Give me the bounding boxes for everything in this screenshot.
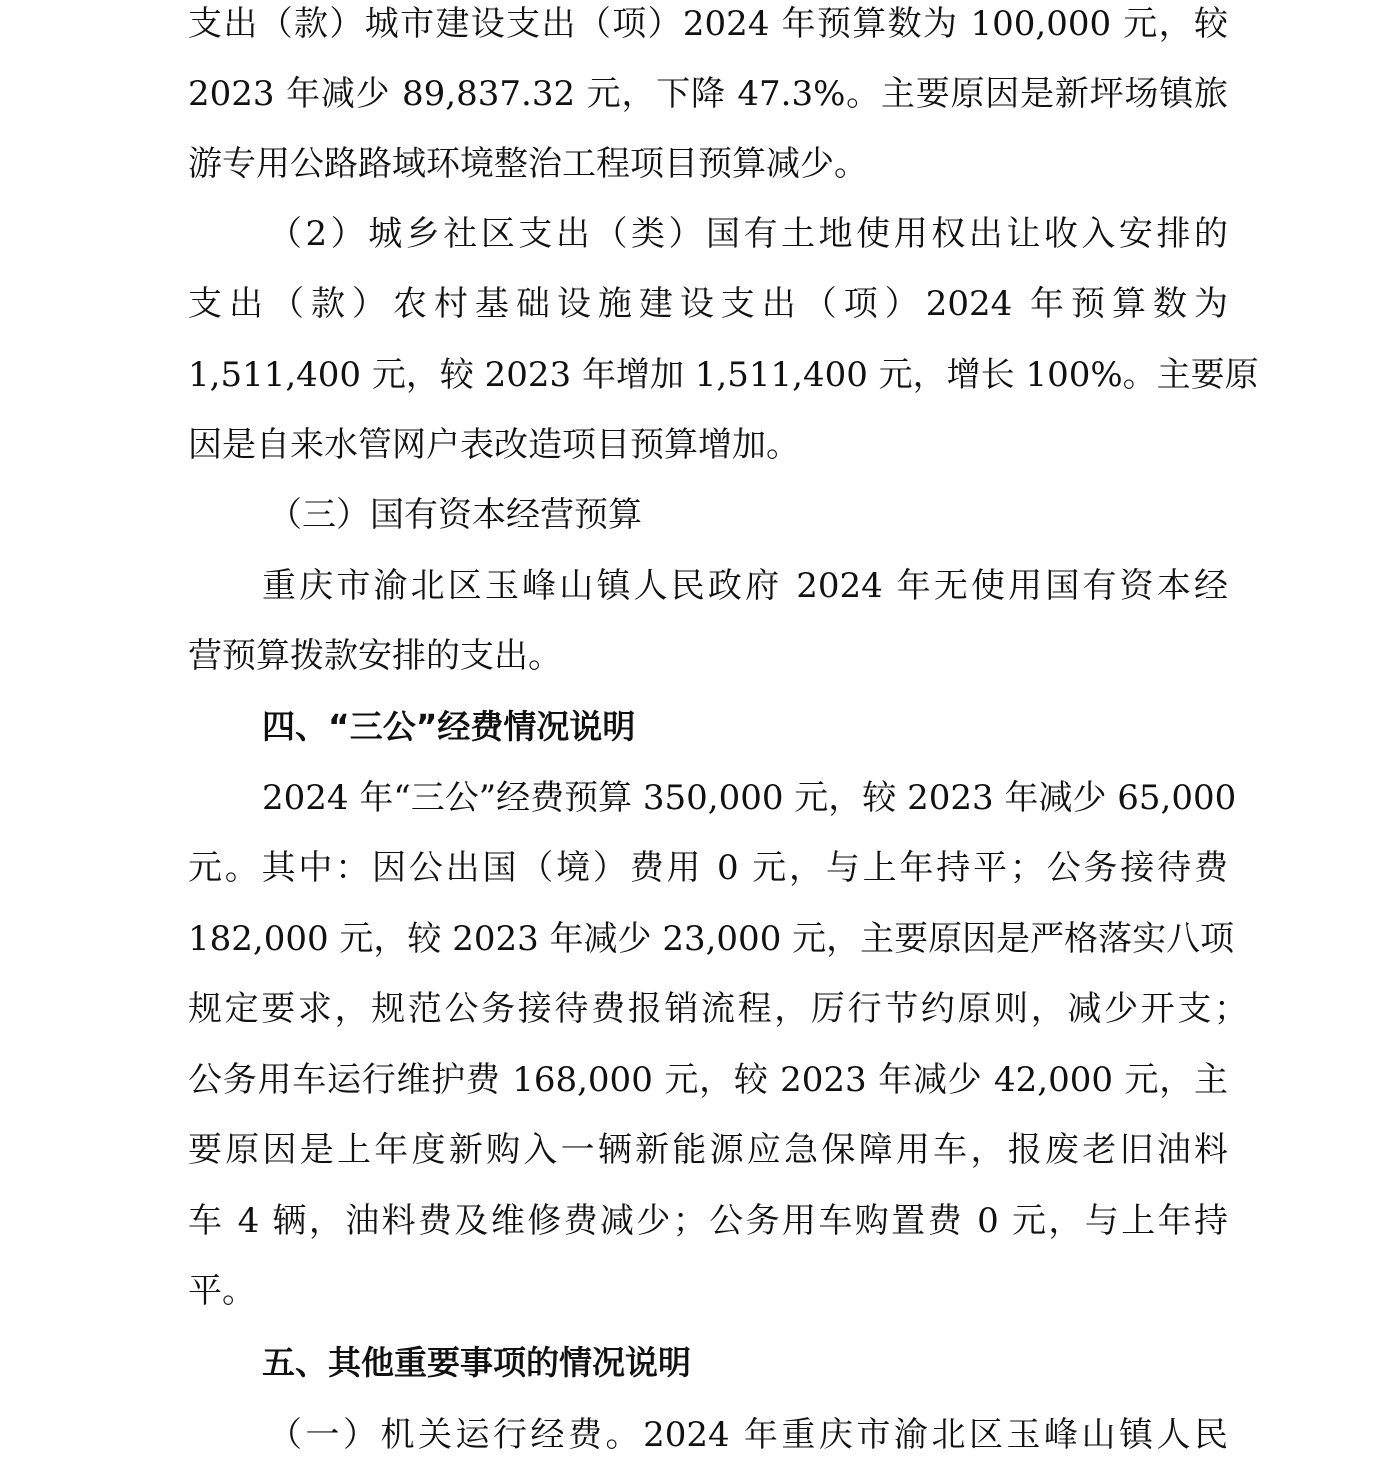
text-line-17: 要原因是上年度新购入一辆新能源应急保障用车，报废老旧油料 — [188, 1130, 1228, 1170]
text-line-21: （一）机关运行经费。2024 年重庆市渝北区玉峰山镇人民 — [268, 1415, 1228, 1455]
text-line-15: 规定要求，规范公务接待费报销流程，厉行节约原则，减少开支； — [188, 989, 1248, 1029]
text-line-18: 车 4 辆，油料费及维修费减少；公务用车购置费 0 元，与上年持 — [188, 1201, 1228, 1241]
text-line-6: 1,511,400 元，较 2023 年增加 1,511,400 元，增长 100%。主要原 — [188, 355, 1259, 395]
text-line-14: 182,000 元，较 2023 年减少 23,000 元，主要原因是严格落实八项 — [188, 919, 1235, 959]
text-line-13: 元。其中：因公出国（境）费用 0 元，与上年持平；公务接待费 — [188, 848, 1228, 888]
text-line-1: 支出（款）城市建设支出（项）2024 年预算数为 100,000 元，较 — [188, 4, 1228, 44]
text-line-2: 2023 年减少 89,837.32 元，下降 47.3%。主要原因是新坪场镇旅 — [188, 74, 1228, 114]
section-heading-three-public: 四、“三公”经费情况说明 — [262, 707, 636, 746]
text-line-19: 平。 — [188, 1271, 256, 1311]
text-line-7: 因是自来水管网户表改造项目预算增加。 — [188, 425, 800, 465]
text-line-5: 支出（款）农村基础设施建设支出（项）2024 年预算数为 — [188, 284, 1228, 324]
text-line-12: 2024 年“三公”经费预算 350,000 元，较 2023 年减少 65,000 — [262, 778, 1237, 818]
text-line-9: 重庆市渝北区玉峰山镇人民政府 2024 年无使用国有资本经 — [262, 566, 1228, 606]
text-line-16: 公务用车运行维护费 168,000 元，较 2023 年减少 42,000 元，主 — [188, 1060, 1228, 1100]
text-line-10: 营预算拨款安排的支出。 — [188, 636, 562, 676]
text-line-4: （2）城乡社区支出（类）国有土地使用权出让收入安排的 — [268, 214, 1228, 254]
section-heading-other-matters: 五、其他重要事项的情况说明 — [262, 1343, 691, 1382]
section-heading-state-capital: （三）国有资本经营预算 — [268, 495, 642, 535]
text-line-3: 游专用公路路域环境整治工程项目预算减少。 — [188, 144, 868, 184]
